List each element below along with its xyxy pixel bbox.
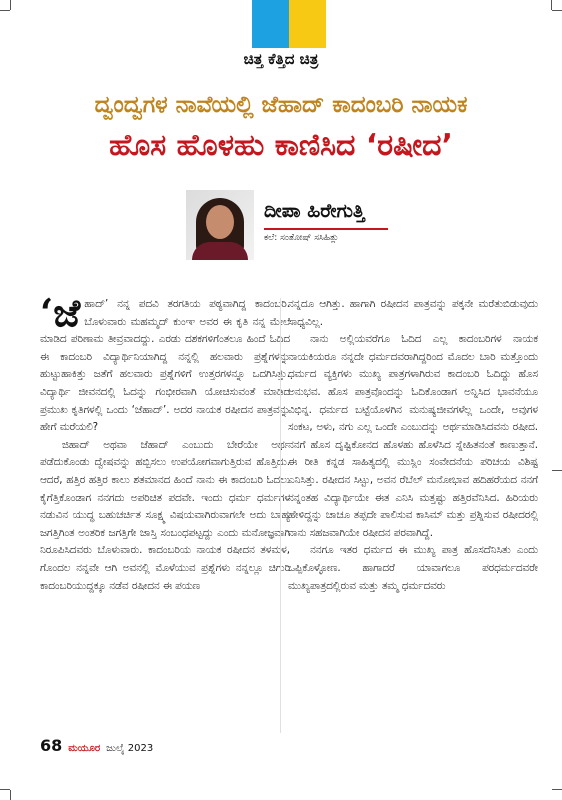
author-photo-dress	[192, 242, 248, 260]
drop-cap: ‘ಜೆ	[40, 290, 81, 335]
logo-yellow-block	[289, 0, 326, 48]
issue-month: ಜುಲೈ 2023	[106, 743, 154, 754]
section-logo	[252, 0, 326, 48]
article-paragraph: ಜಿಹಾದ್ ಅಥವಾ ಜೆಹಾದ್ ಎಂಬುದು ಬೇರೆಯೇ ಅರ್ಥ ಪಡೆದುಕೊಂಡು ದ್ವೇಷವನ್ನು ಹಬ್ಬಿಸಲು ಉಪಯೋಗವಾಗುತ್ತಿರುವ ಹೊತ್ತಿದು. ಆದರೆ, ಹತ್ತಿರ ಹತ್ತಿರ ಕಾಲು ಶತಮಾನದ ಹಿಂದೆ ನಾನು ಈ ಕಾದಂಬರಿ ಓದಲು ಕೈಗೆತ್ತಿಕೊಂಡಾಗ ನನಗದು ಅಪರಿಚಿತ ಪದವೇ. ಇಂದು ಧರ್ಮ ಧರ್ಮಗಳ ನಡುವಿನ ಯುದ್ಧ ಬಹುಚರ್ಚಿತ ಸೂಕ್ಷ್ಮ ವಿಷಯವಾಗಿರುವಾಗಲೇ ಅದು ಬಾಹ್ಯ ಜಗತ್ತಿಗಿಂತ ಅಂತರಿಕ ಜಗತ್ತಿಗೇ ಜಾಸ್ತಿ ಸಂಬಂಧಪಟ್ಟದ್ದು ಎಂದು ಮನೋಜ್ಞವಾಗಿ ನಿರೂಪಿಸಿದವರು ಬೊಳುವಾರು. ಕಾದಂಬರಿಯ ನಾಯಕ ರಷೀದನ ತಳಮಳ, ಗೊಂದಲ ನನ್ನವೇ ಆಗಿ ಅವನಲ್ಲಿ ಮೊಳೆಯುವ ಪ್ರಶ್ನೆಗಳು ನನ್ನಲ್ಲೂ ಚಿಗುರಿ ಕಾದಂಬರಿಯುದ್ದಕ್ಕೂ ನಡೆವ ರಷೀದನ ಈ ಪಯಣ	[40, 438, 290, 592]
logo-blue-block	[252, 0, 289, 48]
page-footer	[40, 736, 153, 755]
author-photo-face	[206, 205, 234, 239]
magazine-logo: ಮಯೂರ	[68, 743, 101, 754]
article-paragraph: ನಾನು ಅಲ್ಲಿಯವರೆಗೂ ಓದಿದ ಎಲ್ಲ ಕಾದಂಬರಿಗಳ ನಾಯಕ ನಾಯಕಿಯರೂ ನನ್ನದೇ ಧರ್ಮದವರಾಗಿದ್ದರಿಂದ ಮೊದಲ ಬಾರಿ ಮತ್ತೊಂದು ಧರ್ಮದ ವ್ಯಕ್ತಿಗಳು ಮುಖ್ಯ ಪಾತ್ರಗಳಾಗಿರುವ ಕಾದಂಬರಿ ಓದಿದ್ದು ಹೊಸ ಅನುಭವ. ಹೊಸ ಪಾತ್ರವೊಂದನ್ನು ಓದಿಕೊಂಡಾಗ ಅನ್ನಿಸಿದ ಭಾವನೆಯೂ ವಿಭಿನ್ನ. ಧರ್ಮದ ಬಟ್ಟೆಯೊಳಗಿನ ಮನುಷ್ಯಜೀವಗಳೆಲ್ಲ ಒಂದೇ, ಅವುಗಳ ಸಂಕಟ, ಅಳು, ನಗು ಎಲ್ಲ ಒಂದೇ ಎಂಬುದನ್ನು ಅರ್ಥಮಾಡಿಸಿದವನು ರಷೀದ. ನನಗೆ ಹೊಸ ದೃಷ್ಟಿಕೋನದ ಹೊಳಹು ಹೊಳೆಸಿದ ಸ್ನೇಹಿತನಂತೆ ಕಾಣುತ್ತಾನೆ. ಈ ರೀತಿ ಕನ್ನಡ ಸಾಹಿತ್ಯದಲ್ಲಿ ಮುಸ್ಲಿಂ ಸಂವೇದನೆಯ ಪರಿಚಯ ವಿಶಿಷ್ಟ ಎನಿಸಿತ್ತು. ರಷೀದನ ಸಿಟ್ಟು, ಅವನ ರೆಬೆಲ್ ಮನೋಭಾವ ಹದಿಹರೆಯದ ನನಗೆ ನನ್ನಂತಹ ವಿದ್ಯಾರ್ಥಿಯೇ ಈತ ಎನಿಸಿ ಮತ್ತಷ್ಟು ಹತ್ತಿರವೆನಿಸಿದ. ಹಿರಿಯರು ಹೇಳಿದ್ದನ್ನು ಚಾಚೂ ತಪ್ಪದೇ ಪಾಲಿಸುವ ಕಾಸಿಮ್ ಮತ್ತು ಪ್ರಶ್ನಿಸುವ ರಷೀದರಲ್ಲಿ ನಾನು ಸಹಜವಾಗಿಯೇ ರಷೀದನ ಪರವಾಗಿದ್ದೆ.	[288, 333, 538, 539]
crop-mark-mid-right-h	[552, 470, 562, 471]
column-divider	[280, 298, 281, 733]
page-number: 68	[40, 736, 63, 755]
headline-line-2: ಹೊಸ ಹೊಳಹು ಕಾಣಿಸಿದ ‘ರಷೀದ’	[109, 128, 453, 163]
crop-mark-top-left-v	[10, 0, 11, 10]
author-photo	[186, 190, 254, 260]
article-column-1	[40, 290, 290, 595]
crop-mark-top-left-h	[0, 10, 10, 11]
article-column-2	[288, 296, 538, 595]
crop-mark-bottom-left-h	[0, 789, 10, 790]
article-paragraph: ನನ್ನದೂ ಆಗಿತ್ತು. ಹಾಗಾಗಿ ರಷೀದನ ಪಾತ್ರವನ್ನು ಪಕ್ಕನೇ ಮರೆತುಬಿಡುವುದು ಸಾಧ್ಯವಿಲ್ಲ.	[288, 298, 538, 328]
article-paragraph	[40, 290, 290, 437]
headline-line-1: ದ್ವಂದ್ವಗಳ ನಾವೆಯಲ್ಲಿ ಜೆಹಾದ್ ಕಾದಂಬರಿ ನಾಯಕ	[94, 92, 468, 118]
crop-mark-top-right-h	[552, 10, 562, 11]
article-paragraph: ನನಗೂ ಇತರ ಧರ್ಮದ ಈ ಮುಖ್ಯ ಪಾತ್ರ ಹೊಸದೆನಿಸಿತು ಎಂದು ಒಪ್ಪಿಕೊಳ್ಳೋಣ. ಹಾಗಾದರೆ ಯಾವಾಗಲೂ ಪರಧರ್ಮದವರೇ ಮುಖ್ಯಪಾತ್ರದಲ್ಲಿರುವ ಮತ್ತು ತಮ್ಮ ಧರ್ಮದವರು	[288, 544, 538, 592]
section-tag: ಚಿತ್ತ ಕೆತ್ತಿದ ಚಿತ್ರ	[243, 50, 319, 68]
author-name: ದೀಪಾ ಹಿರೇಗುತ್ತಿ	[264, 200, 365, 222]
article-paragraph-text: ಹಾದ್’ ನನ್ನ ಪದವಿ ತರಗತಿಯ ಪಠ್ಯವಾಗಿದ್ದ ಕಾದಂಬರಿ. ಬೊಳುವಾರು ಮಹಮ್ಮದ್ ಕುಂಞ ಅವರ ಈ ಕೃತಿ ನನ್ನ ಮೇಲೆ ಮಾಡಿದ ಪರಿಣಾಮ ತೀವ್ರವಾದದ್ದು. ಎರಡು ದಶಕಗಳಿಗೆಂತಲೂ ಹಿಂದೆ ಓದಿದ ಈ ಕಾದಂಬರಿ ವಿದ್ಯಾರ್ಥಿನಿಯಾಗಿದ್ದ ನನ್ನಲ್ಲಿ ಹಲವಾರು ಪ್ರಶ್ನೆಗಳನ್ನು ಹುಟ್ಟುಹಾಕಿತ್ತು ಜತೆಗೆ ಹಲವಾರು ಪ್ರಶ್ನೆಗಳಿಗೆ ಉತ್ತರಗಳನ್ನೂ ಒದಗಿಸಿತ್ತು. ವಿದ್ಯಾರ್ಥಿ ಜೀವನದಲ್ಲಿ ಓದನ್ನು ಗಂಭೀರವಾಗಿ ಯೋಚಿಸುವಂತೆ ಮಾಡಿದ ಪ್ರಮುಖ ಕೃತಿಗಳಲ್ಲಿ ಒಂದು ‘ಜೆಹಾದ್’. ಅದರ ನಾಯಕ ರಷೀದನ ಪಾತ್ರವನ್ನು ಹೇಗೆ ಮರೆಯಲಿ?	[40, 298, 290, 434]
illustration-credit: ಕಲೆ: ಸಂತೋಷ್ ಸಸಿಹಿತ್ಲು	[264, 233, 339, 243]
crop-mark-bottom-left-v	[10, 790, 11, 800]
author-underline	[264, 228, 388, 230]
crop-mark-bottom-right-h	[552, 789, 562, 790]
crop-mark-top-right-v	[551, 0, 552, 10]
